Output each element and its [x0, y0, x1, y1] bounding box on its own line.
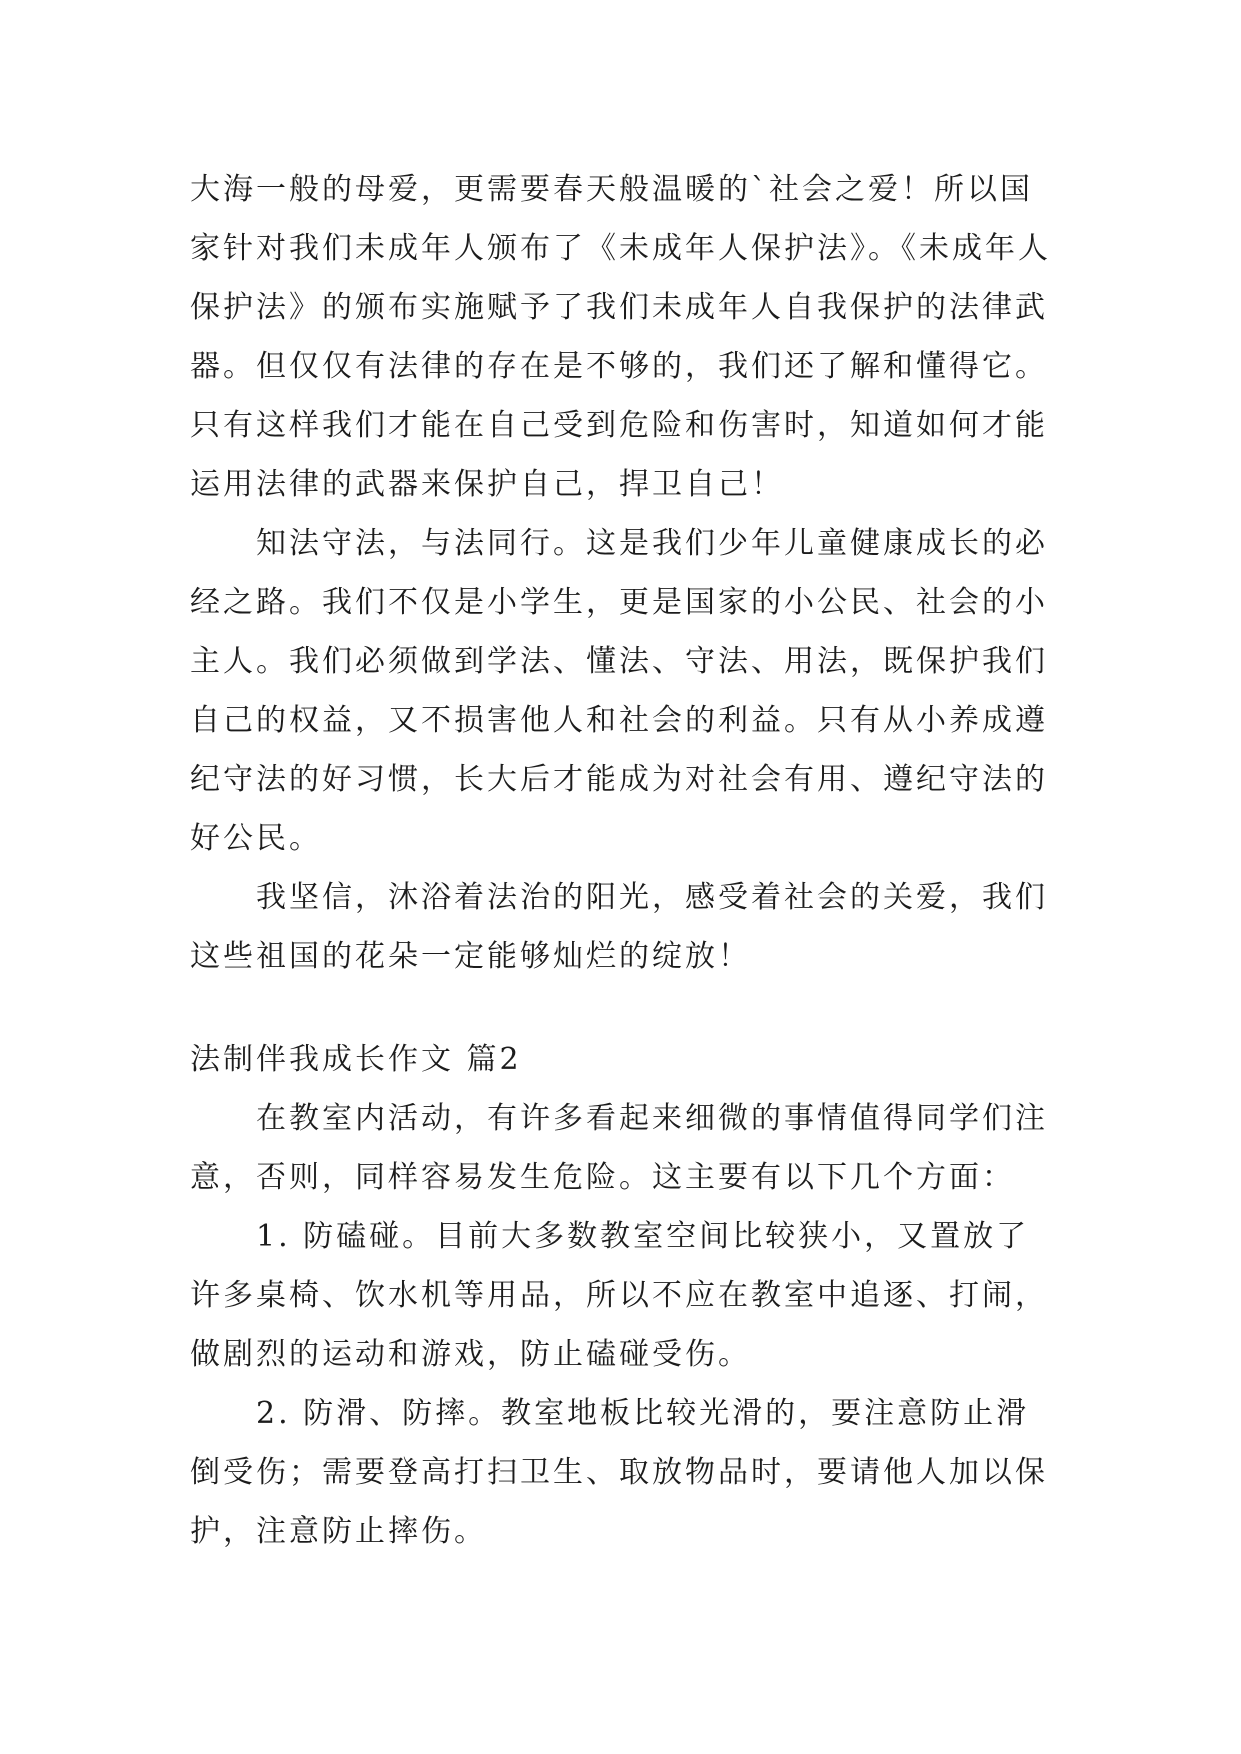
text-line: 在教室内活动，有许多看起来细微的事情值得同学们注 — [256, 1101, 1048, 1136]
text-line: 纪守法的好习惯，长大后才能成为对社会有用、遵纪守法的 — [190, 762, 1048, 797]
paragraph-1 — [190, 160, 1070, 514]
text-line: 1. 防磕碰。目前大多数教室空间比较狭小，又置放了 — [256, 1219, 1030, 1254]
paragraph-3 — [190, 868, 1070, 986]
paragraph-5 — [190, 1207, 1070, 1384]
text-line: 经之路。我们不仅是小学生，更是国家的小公民、社会的小 — [190, 585, 1048, 620]
text-line: 大海一般的母爱，更需要春天般温暖的`社会之爱！所以国 — [190, 172, 1033, 207]
heading-text: 法制伴我成长作文 篇2 — [190, 1042, 522, 1077]
text-line: 这些祖国的花朵一定能够灿烂的绽放！ — [190, 939, 751, 974]
paragraph-4 — [190, 1089, 1070, 1207]
paragraph-2 — [190, 514, 1070, 868]
text-line: 只有这样我们才能在自己受到危险和伤害时，知道如何才能 — [190, 408, 1048, 443]
document-page — [190, 160, 1070, 1561]
text-line: 运用法律的武器来保护自己，捍卫自己！ — [190, 467, 784, 502]
text-line: 倒受伤；需要登高打扫卫生、取放物品时，要请他人加以保 — [190, 1455, 1048, 1490]
text-line: 许多桌椅、饮水机等用品，所以不应在教室中追逐、打闹， — [190, 1278, 1048, 1313]
text-line: 主人。我们必须做到学法、懂法、守法、用法，既保护我们 — [190, 644, 1048, 679]
text-line: 保护法》的颁布实施赋予了我们未成年人自我保护的法律武 — [190, 290, 1048, 325]
text-line: 好公民。 — [190, 821, 322, 856]
text-line: 家针对我们未成年人颁布了《未成年人保护法》。《未成年人 — [190, 231, 1051, 266]
text-line: 我坚信，沐浴着法治的阳光，感受着社会的关爱，我们 — [256, 880, 1048, 915]
paragraph-6 — [190, 1384, 1070, 1561]
text-line: 知法守法，与法同行。这是我们少年儿童健康成长的必 — [256, 526, 1048, 561]
text-line: 器。但仅仅有法律的存在是不够的，我们还了解和懂得它。 — [190, 349, 1048, 384]
text-line: 自己的权益，又不损害他人和社会的利益。只有从小养成遵 — [190, 703, 1048, 738]
text-line: 2. 防滑、防摔。教室地板比较光滑的，要注意防止滑 — [256, 1396, 1030, 1431]
text-line: 意，否则，同样容易发生危险。这主要有以下几个方面： — [190, 1160, 1015, 1195]
text-line: 做剧烈的运动和游戏，防止磕碰受伤。 — [190, 1337, 751, 1372]
text-line: 护，注意防止摔伤。 — [190, 1514, 487, 1549]
section-heading — [190, 1030, 1070, 1089]
